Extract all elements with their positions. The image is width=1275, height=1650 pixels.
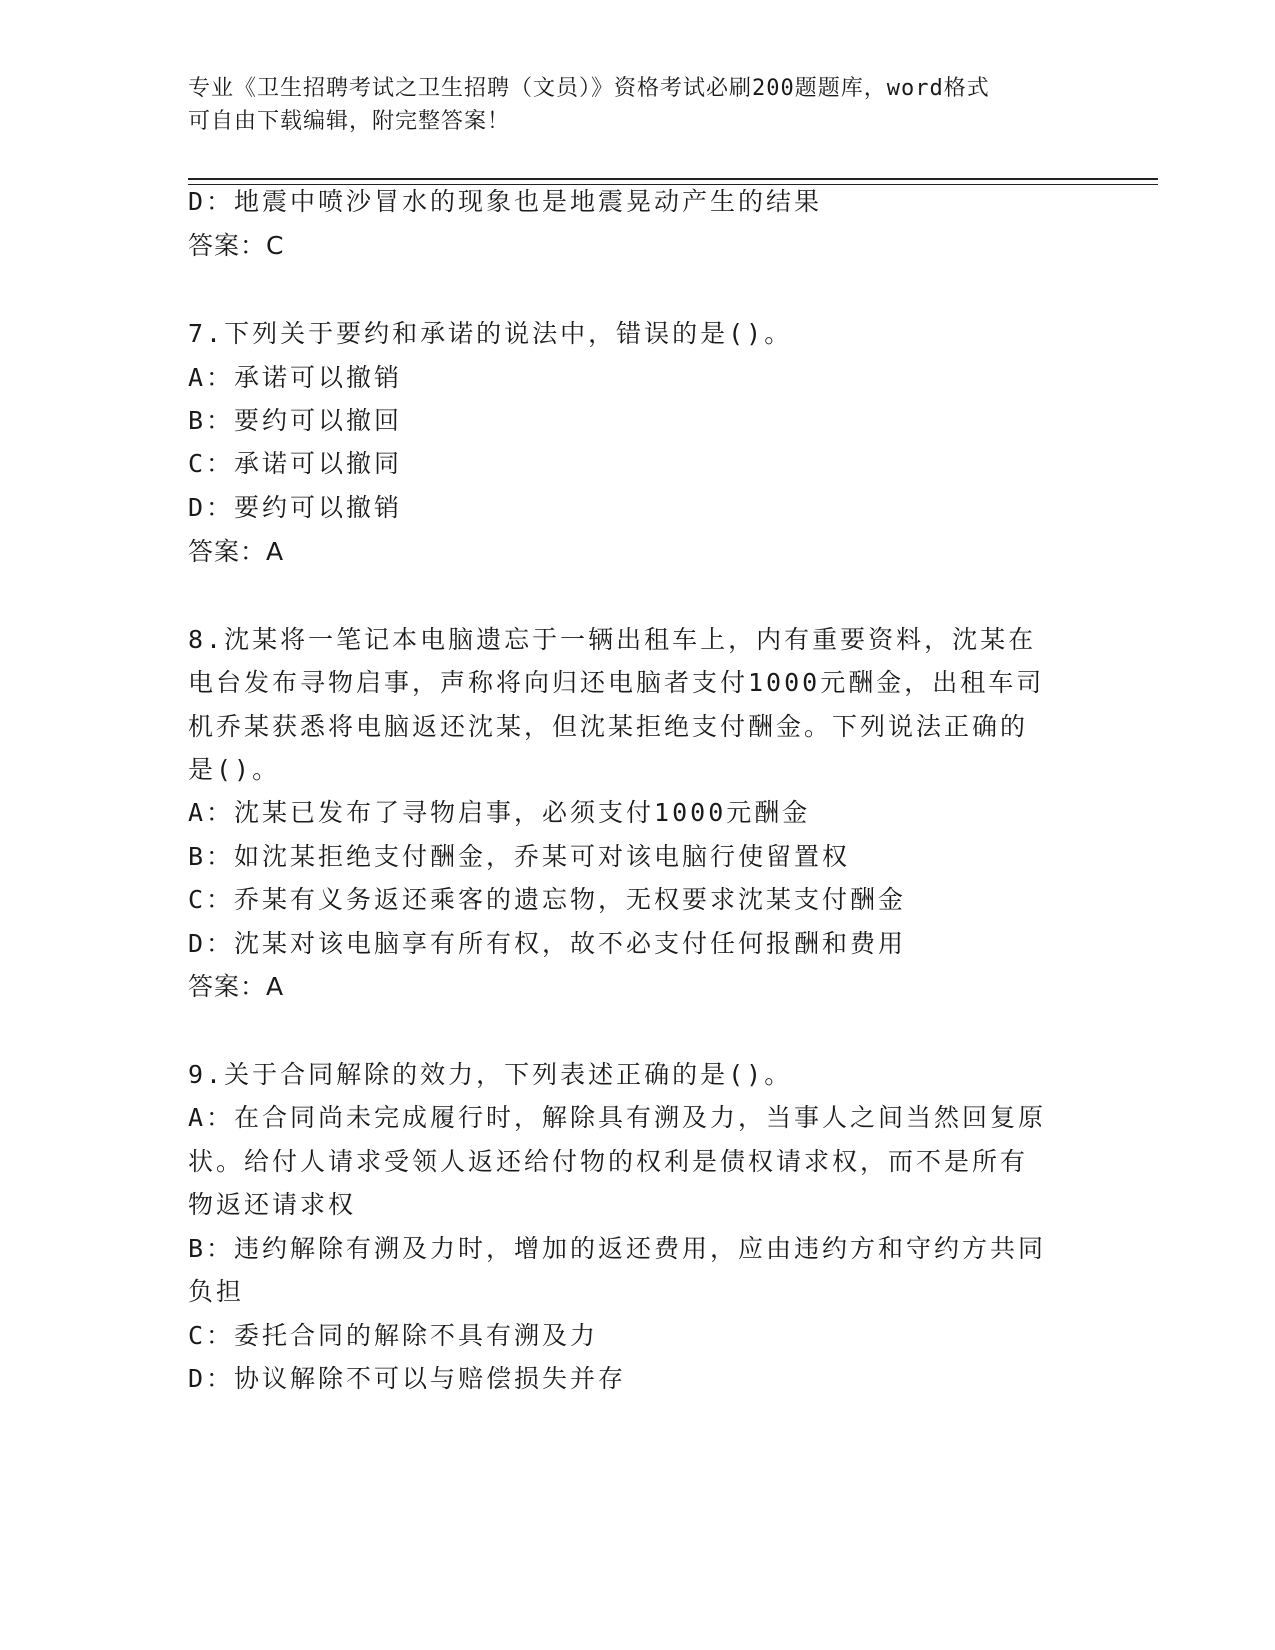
q9-question: 9.关于合同解除的效力，下列表述正确的是()。	[188, 1060, 793, 1089]
page-header	[188, 72, 1068, 138]
q8-question-line-4: 是()。	[188, 755, 281, 784]
q8-option-d: D：沈某对该电脑享有所有权，故不必支付任何报酬和费用	[188, 929, 907, 958]
q9-option-c: C：委托合同的解除不具有溯及力	[188, 1321, 599, 1350]
q9-option-b-line-1: B：违约解除有溯及力时，增加的返还费用，应由违约方和守约方共同	[188, 1234, 1047, 1263]
q9-option-a-line-3: 物返还请求权	[188, 1190, 357, 1219]
q6-answer: 答案：C	[188, 231, 285, 260]
q9-option-a-line-1: A：在合同尚未完成履行时，解除具有溯及力，当事人之间当然回复原	[188, 1103, 1047, 1132]
q7-option-c: C：承诺可以撤同	[188, 449, 403, 478]
header-line-1: 专业《卫生招聘考试之卫生招聘（文员）》资格考试必刷200题题库，word格式	[188, 76, 990, 101]
q8-question-line-2: 电台发布寻物启事，声称将向归还电脑者支付1000元酬金，出租车司	[188, 668, 1045, 697]
q7-option-d: D：要约可以撤销	[188, 493, 403, 522]
q7-answer: 答案：A	[188, 537, 285, 566]
q9-option-d: D：协议解除不可以与赔偿损失并存	[188, 1364, 627, 1393]
q8-option-a: A：沈某已发布了寻物启事，必须支付1000元酬金	[188, 798, 811, 827]
q6-option-d: D：地震中喷沙冒水的现象也是地震晃动产生的结果	[188, 187, 823, 216]
q7-option-a: A：承诺可以撤销	[188, 363, 403, 392]
header-rule-thin	[188, 184, 1158, 185]
q9-option-b-line-2: 负担	[188, 1277, 245, 1306]
header-rule-thick	[188, 178, 1158, 180]
q8-answer: 答案：A	[188, 972, 285, 1001]
q8-question-line-3: 机乔某获悉将电脑返还沈某，但沈某拒绝支付酬金。下列说法正确的	[188, 712, 1029, 741]
q8-question-line-1: 8.沈某将一笔记本电脑遗忘于一辆出租车上，内有重要资料，沈某在	[188, 625, 1037, 654]
q9-option-a-line-2: 状。给付人请求受领人返还给付物的权利是债权请求权，而不是所有	[188, 1147, 1029, 1176]
header-line-2: 可自由下载编辑，附完整答案！	[188, 109, 511, 134]
q8-option-b: B：如沈某拒绝支付酬金，乔某可对该电脑行使留置权	[188, 842, 851, 871]
q8-option-c: C：乔某有义务返还乘客的遗忘物，无权要求沈某支付酬金	[188, 885, 907, 914]
q7-question: 7.下列关于要约和承诺的说法中，错误的是()。	[188, 319, 793, 348]
q7-option-b: B：要约可以撤回	[188, 406, 403, 435]
